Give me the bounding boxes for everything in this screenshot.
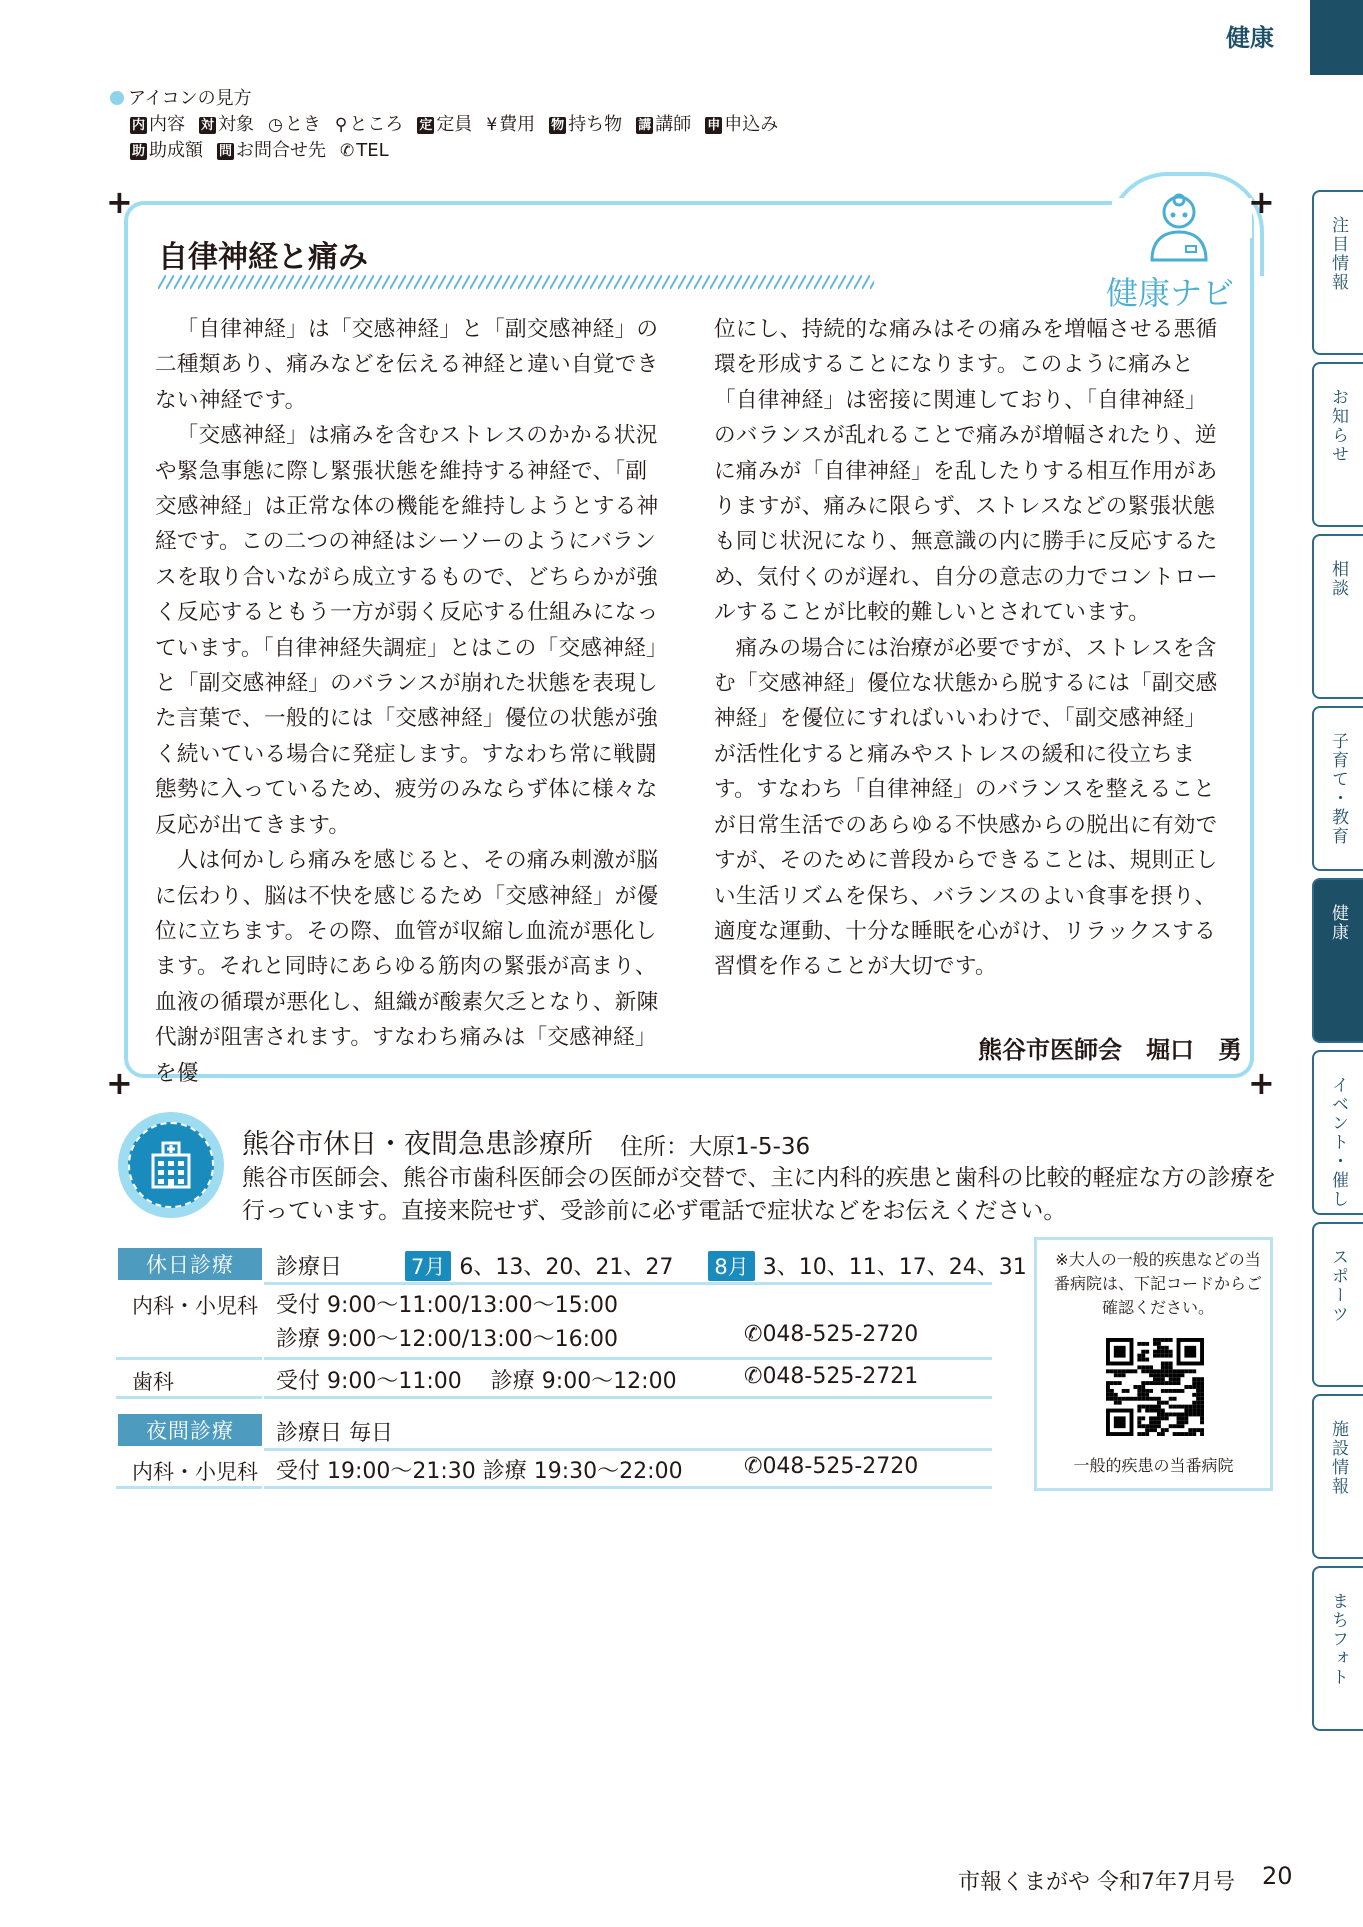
qr-code[interactable] <box>1106 1338 1204 1436</box>
side-tab-label: 健康 <box>1328 904 1348 942</box>
page-number: 20 <box>1262 1862 1293 1890</box>
legend-item <box>340 138 389 164</box>
legend-label: とき <box>284 114 321 135</box>
corner-mark: + <box>106 1064 133 1102</box>
night-tel <box>744 1454 918 1479</box>
side-tab-label: 相談 <box>1328 560 1348 598</box>
month-tag-july: 7月 <box>405 1251 451 1281</box>
legend-icon: 助 <box>132 143 146 159</box>
legend-icon: 内 <box>132 117 146 133</box>
article-paragraph: 痛みの場合には治療が必要ですが、ストレスを含む「交感神経」優位な状態から脱するには「副交感神経」を優位にすればいいわけで、「副交感神経」が活性化すると痛みやストレスの緩和に役立ちます。すなわち「自律神経」のバランスを整えることが日常生活でのあらゆる不快感からの脱出に有効ですが、そのために普段からできることは、規則正しい生活リズムを保ち、バランスのよい食事を摂り、適度な運動、十分な睡眠を心がけ、リラックスする習慣を作ることが大切です。 <box>714 635 1218 980</box>
legend-icon: ✆ <box>340 141 355 161</box>
side-tab[interactable] <box>1312 190 1363 355</box>
legend-label: 内容 <box>149 114 186 135</box>
side-tab[interactable] <box>1312 362 1363 527</box>
legend-icon: ⚲ <box>334 115 348 135</box>
row-divider <box>264 1357 992 1360</box>
legend-item <box>636 112 691 138</box>
night-days: 診療日 毎日 <box>276 1421 393 1446</box>
footer-publication: 市報くまがや 令和7年7月号 <box>958 1870 1235 1895</box>
article-paragraph: 人は何かしら痛みを感じると、その痛み刺激が脳に伝わり、脳は不快を感じるため「交感神経」が優位に立ちます。その際、血管が収縮し血流が悪化します。それと同時にあらゆる筋肉の緊張が高まり、血液の循環が悪化し、組織が酸素欠乏となり、新陳代謝が阻害されます。すなわち痛みは「交感神経」を優 <box>155 848 659 1086</box>
corner-mark: + <box>1248 183 1275 221</box>
article-paragraph: 「交感神経」は痛みを含むストレスのかかる状況や緊急事態に際し緊張状態を維持する神経で、「副交感神経」は正常な体の機能を維持しようとする神経です。この二つの神経はシーソーのようにバランスを取り合いながら成立するもので、どちらかが強く反応するともう一方が弱く反応する仕組みになっています。「自律神経失調症」とはこの「交感神経」と「副交感神経」のバランスが崩れた状態を表現した言葉で、一般的には「交感神経」優位の状態が強く続いている場合に発症します。すなわち常に戦闘態勢に入っているため、疲労のみならず体に様々な反応が出てきます。 <box>155 423 668 838</box>
legend-item <box>130 112 185 138</box>
holiday-header: 休日診療 <box>118 1248 262 1280</box>
phone-icon: ✆ <box>744 1322 763 1347</box>
side-tab-label: スポーツ <box>1328 1248 1348 1324</box>
august-days: 3、10、11、17、24、31 <box>762 1255 1027 1280</box>
side-tab[interactable] <box>1312 1050 1363 1215</box>
legend-icon: 申 <box>707 117 721 133</box>
qr-caption: 一般的疾患の当番病院 <box>1073 1456 1234 1475</box>
legend-item <box>268 112 321 138</box>
row-divider <box>264 1448 992 1451</box>
side-tab[interactable] <box>1312 534 1363 699</box>
side-tab-label: 注目情報 <box>1328 216 1348 292</box>
legend-icon: 対 <box>201 117 215 133</box>
legend-item <box>217 138 326 164</box>
night-header: 夜間診療 <box>118 1414 262 1446</box>
legend-icon: 物 <box>551 117 565 133</box>
bullet-dot <box>110 91 124 105</box>
legend-label: 申込み <box>724 114 779 135</box>
legend-label: お問合せ先 <box>236 140 327 161</box>
phone-icon: ✆ <box>744 1454 763 1479</box>
tel-number: 048-525-2720 <box>762 1322 919 1347</box>
internal-treatment: 診療 9:00～12:00/13:00～16:00 <box>276 1327 619 1352</box>
legend-icon: ◷ <box>268 115 283 135</box>
clinic-description: 熊谷市医師会、熊谷市歯科医師会の医師が交替で、主に内科的疾患と歯科の比較的軽症な方の診療を行っています。直接来院せず、受診前に必ず電話で症状などをお伝えください。 <box>242 1165 1277 1224</box>
side-tab[interactable] <box>1312 1566 1363 1731</box>
night-label: 内科・小児科 <box>132 1460 258 1484</box>
internal-label: 内科・小児科 <box>132 1294 258 1318</box>
legend-item <box>549 112 622 138</box>
internal-reception: 受付 9:00～11:00/13:00～15:00 <box>276 1293 619 1318</box>
legend-label: 助成額 <box>149 140 204 161</box>
title-underline <box>158 275 874 289</box>
july-days: 6、13、20、21、27 <box>459 1255 674 1280</box>
row-divider <box>264 1486 992 1489</box>
qr-note: ※大人の一般的疾患などの当番病院は、下記コードからご確認ください。 <box>1053 1250 1262 1317</box>
clinic-badge <box>118 1112 224 1218</box>
article-title: 自律神経と痛み <box>158 240 368 275</box>
hospital-icon <box>145 1139 197 1191</box>
legend-label: TEL <box>356 140 389 161</box>
legend-label: 持ち物 <box>568 114 623 135</box>
legend-icon: ¥ <box>486 115 498 135</box>
row-divider <box>116 1486 262 1489</box>
side-tab-label: お知らせ <box>1328 388 1348 464</box>
phone-icon: ✆ <box>744 1364 763 1389</box>
holiday-days <box>276 1250 1027 1281</box>
days-label: 診療日 <box>276 1255 343 1280</box>
legend-label: 費用 <box>499 114 536 135</box>
article-column-left <box>155 312 669 1091</box>
navi-label: 健康ナビ <box>1106 274 1235 312</box>
author-signature: 熊谷市医師会 堀口 勇 <box>978 1036 1242 1064</box>
row-divider <box>116 1396 262 1399</box>
legend-item <box>199 112 254 138</box>
clinic-name: 熊谷市休日・夜間急患診療所 <box>242 1129 593 1160</box>
article-column-right <box>714 312 1228 985</box>
internal-tel <box>744 1322 918 1347</box>
legend-item <box>486 112 535 138</box>
legend-item <box>130 138 203 164</box>
doctor-icon <box>1146 190 1212 262</box>
row-divider <box>116 1357 262 1360</box>
dental-hours: 受付 9:00～11:00 診療 9:00～12:00 <box>276 1369 677 1394</box>
side-tab-label: イベント・催し <box>1328 1076 1348 1209</box>
legend-row <box>130 112 778 138</box>
legend-icon: 問 <box>219 143 233 159</box>
corner-mark: + <box>1248 1064 1275 1102</box>
legend-icon: 講 <box>638 117 652 133</box>
side-tab[interactable] <box>1312 878 1363 1043</box>
article-paragraph: 位にし、持続的な痛みはその痛みを増幅させる悪循環を形成することになります。このように痛みと「自律神経」は密接に関連しており、「自律神経」のバランスが乱れることで痛みが増幅されたり、逆に痛みが「自律神経」を乱したりする相互作用がありますが、痛みに限らず、ストレスなどの緊張状態も同じ状況になり、無意識の内に勝手に反応するため、気付くのが遅れ、自分の意志の力でコントロールすることが比較的難しいとされています。 <box>714 317 1218 626</box>
side-tab[interactable] <box>1312 1394 1363 1559</box>
section-title: 健康 <box>1226 24 1274 52</box>
row-divider <box>264 1396 992 1399</box>
icon-legend <box>110 86 778 164</box>
legend-item <box>705 112 778 138</box>
legend-label: 対象 <box>218 114 255 135</box>
side-tab[interactable] <box>1312 706 1363 871</box>
dental-tel <box>744 1364 918 1389</box>
clinic-address: 住所：大原1-5-36 <box>620 1134 811 1160</box>
legend-label: 講師 <box>655 114 692 135</box>
legend-label: 定員 <box>436 114 473 135</box>
side-tab-label: 子育て・教育 <box>1328 732 1348 846</box>
legend-row <box>130 138 778 164</box>
row-divider <box>264 1282 992 1285</box>
tel-number: 048-525-2721 <box>762 1364 919 1389</box>
legend-item <box>335 112 403 138</box>
legend-item <box>417 112 472 138</box>
article-paragraph: 「自律神経」は「交感神経」と「副交感神経」の二種類あり、痛みなどを伝える神経と違い自覚できない神経です。 <box>155 317 659 413</box>
legend-label: ところ <box>349 114 404 135</box>
side-tab-label: 施設情報 <box>1328 1420 1348 1496</box>
legend-title: アイコンの見方 <box>128 88 252 109</box>
month-tag-august: 8月 <box>708 1251 754 1281</box>
side-tab-label: まちフォト <box>1328 1592 1348 1687</box>
legend-icon: 定 <box>419 117 433 133</box>
night-hours: 受付 19:00～21:30 診療 19:30～22:00 <box>276 1459 683 1484</box>
corner-mark: + <box>106 183 133 221</box>
side-tab[interactable] <box>1312 1222 1363 1387</box>
dental-label: 歯科 <box>132 1370 174 1394</box>
corner-block <box>1310 0 1363 75</box>
tel-number: 048-525-2720 <box>762 1454 919 1479</box>
